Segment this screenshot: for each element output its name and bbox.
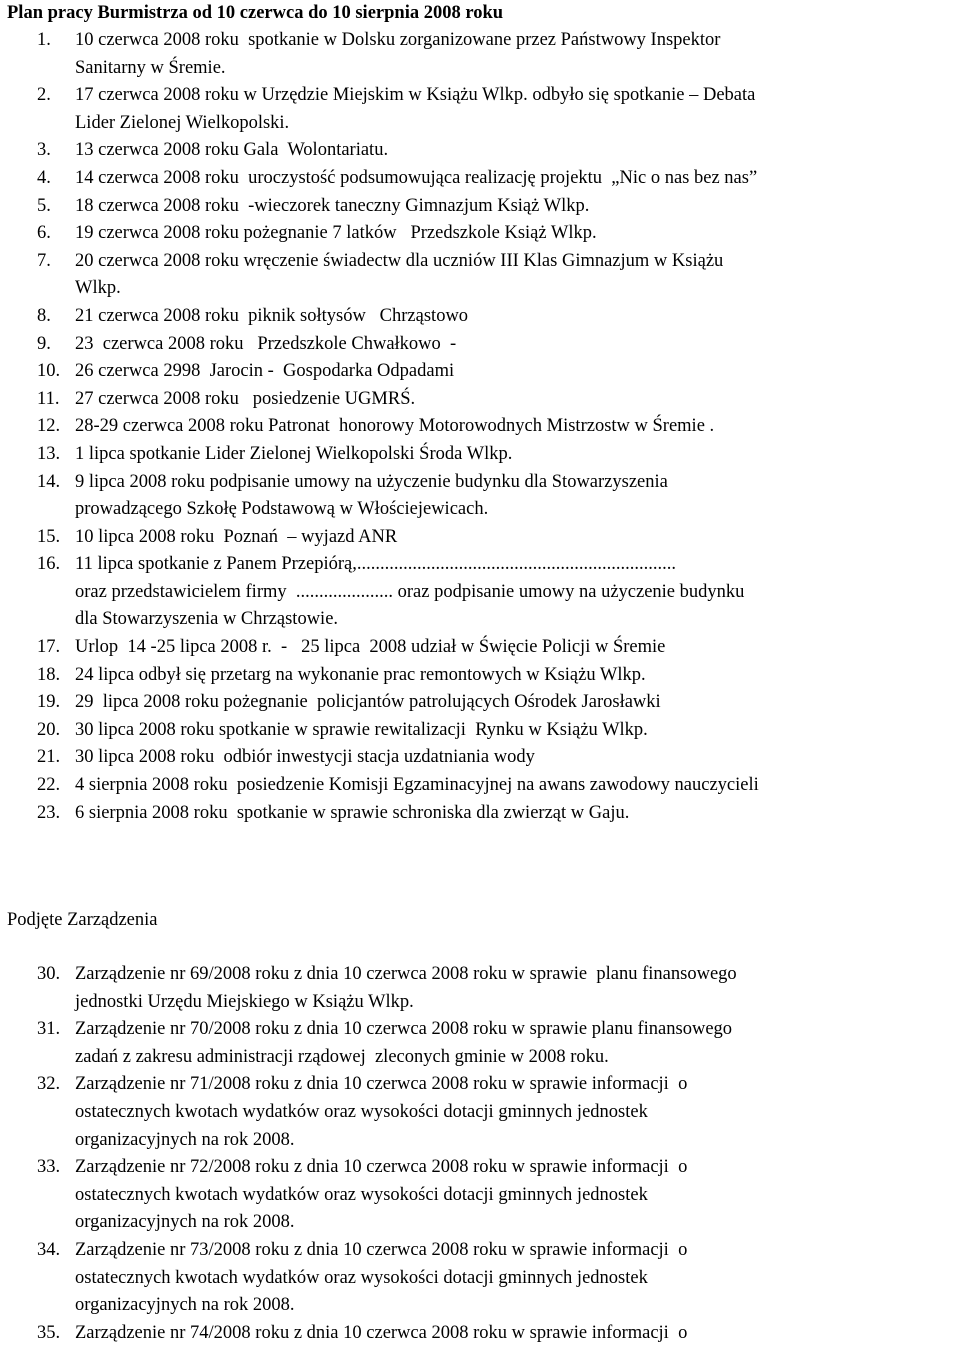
list-item-line: [0, 413, 960, 441]
list-item-number: 20.: [37, 719, 61, 740]
list-item-line: [0, 193, 960, 221]
list-item-line: [0, 386, 960, 414]
list-item-text: organizacyjnych na rok 2008.: [75, 1212, 295, 1233]
list-item-line: [0, 303, 960, 331]
list-item-line: [0, 989, 960, 1017]
list-item-text: 24 lipca odbył się przetarg na wykonanie prac remontowych w Książu Wlkp.: [75, 664, 646, 685]
list-item-text: 13 czerwca 2008 roku Gala Wolontariatu.: [75, 140, 389, 161]
list-item-number: 32.: [37, 1074, 61, 1095]
list-item-line: [0, 137, 960, 165]
list-item-text: 10 lipca 2008 roku Poznań – wyjazd ANR: [75, 526, 398, 547]
list-item-text: Zarządzenie nr 70/2008 roku z dnia 10 czerwca 2008 roku w sprawie planu finansowego: [75, 1019, 733, 1040]
list-item-line: [0, 55, 960, 83]
list-item-line: [0, 1237, 960, 1265]
list-item-line: [0, 248, 960, 276]
list-item-text: 4 sierpnia 2008 roku posiedzenie Komisji Egzaminacyjnej na awans zawodowy nauczycieli: [75, 775, 759, 796]
list-item-text: oraz przedstawicielem firmy ..................... oraz podpisanie umowy na użyczenie budynku: [75, 581, 745, 602]
list-item-text: Zarządzenie nr 69/2008 roku z dnia 10 czerwca 2008 roku w sprawie planu finansowego: [75, 964, 737, 984]
list-item-number: 5.: [37, 195, 51, 216]
list-item-line: [0, 800, 960, 828]
list-item-number: 12.: [37, 416, 61, 437]
list-item-text: Wlkp.: [75, 278, 121, 299]
list-item-text: Zarządzenie nr 73/2008 roku z dnia 10 czerwca 2008 roku w sprawie informacji o: [75, 1239, 688, 1260]
list-item-text: 18 czerwca 2008 roku -wieczorek taneczny Gimnazjum Książ Wlkp.: [75, 195, 590, 216]
list-item-number: 1.: [37, 30, 51, 50]
list-item-number: 7.: [37, 250, 51, 271]
list-item-line: [0, 772, 960, 800]
list-item-line: [0, 1071, 960, 1099]
list-item-line: [0, 82, 960, 110]
list-item-line: [0, 1265, 960, 1293]
list-item-number: 31.: [37, 1019, 61, 1040]
list-item-text: 27 czerwca 2008 roku posiedzenie UGMRŚ.: [75, 388, 416, 409]
list-item-line: [0, 634, 960, 662]
list-item-number: 11.: [37, 388, 60, 409]
list-item-number: 21.: [37, 747, 61, 768]
list-item-text: 29 lipca 2008 roku pożegnanie policjantów patrolujących Ośrodek Jarosławki: [75, 692, 661, 713]
list-item-line: [0, 1099, 960, 1127]
list-item-text: 6 sierpnia 2008 roku spotkanie w sprawie schroniska dla zwierząt w Gaju.: [75, 802, 630, 823]
list-item-line: [0, 744, 960, 772]
list-item-text: Sanitarny w Śremie.: [75, 57, 226, 78]
list-item-number: 18.: [37, 664, 61, 685]
list-item-number: 6.: [37, 223, 51, 244]
list-item-text: Lider Zielonej Wielkopolski.: [75, 112, 290, 133]
list-item-text: Zarządzenie nr 74/2008 roku z dnia 10 czerwca 2008 roku w sprawie informacji o: [75, 1322, 688, 1343]
list-item-text: ostatecznych kwotach wydatków oraz wysokości dotacji gminnych jednostek: [75, 1101, 648, 1122]
list-item-text: 9 lipca 2008 roku podpisanie umowy na użyczenie budynku dla Stowarzyszenia: [75, 471, 668, 492]
list-item-number: 35.: [37, 1322, 61, 1343]
list-item-number: 33.: [37, 1157, 61, 1178]
list-item-text: 23 czerwca 2008 roku Przedszkole Chwałkowo -: [75, 333, 457, 354]
list-item-line: [0, 662, 960, 690]
list-item-number: 9.: [37, 333, 51, 354]
list-item-line: [0, 961, 960, 989]
list-item-line: [0, 469, 960, 497]
list-item-text: 30 lipca 2008 roku spotkanie w sprawie rewitalizacji Rynku w Książu Wlkp.: [75, 719, 648, 740]
list-item-text: 1 lipca spotkanie Lider Zielonej Wielkopolski Środa Wlkp.: [75, 443, 513, 464]
list-item-line: [0, 579, 960, 607]
list-item-line: [0, 524, 960, 552]
list-item-text: organizacyjnych na rok 2008.: [75, 1295, 295, 1316]
list-item-number: 4.: [37, 167, 51, 188]
list-item-line: [0, 1016, 960, 1044]
list-item-number: 14.: [37, 471, 61, 492]
list-item-line: [0, 689, 960, 717]
list-item-line: [0, 551, 960, 579]
list-item-line: [0, 1154, 960, 1182]
list-item-text: dla Stowarzyszenia w Chrząstowie.: [75, 609, 339, 630]
list-item-number: 19.: [37, 692, 61, 713]
list-item-line: [0, 717, 960, 745]
list-item-line: [0, 165, 960, 193]
list-item-number: 34.: [37, 1239, 61, 1260]
list-item-text: Zarządzenie nr 71/2008 roku z dnia 10 czerwca 2008 roku w sprawie informacji o: [75, 1074, 688, 1095]
list-item-line: [0, 1127, 960, 1155]
list-item-number: 2.: [37, 85, 51, 106]
list-item-text: 19 czerwca 2008 roku pożegnanie 7 latków Przedszkole Książ Wlkp.: [75, 223, 597, 244]
list-item-number: 3.: [37, 140, 51, 161]
list-item-text: 10 czerwca 2008 roku spotkanie w Dolsku zorganizowane przez Państwowy Inspektor: [75, 30, 721, 50]
list-item-text: 14 czerwca 2008 roku uroczystość podsumowująca realizację projektu „Nic o nas bez nas”: [75, 167, 758, 188]
list-item-line: [0, 110, 960, 138]
list-item-line: [0, 606, 960, 634]
list-item-line: [0, 1182, 960, 1210]
list-item-text: 11 lipca spotkanie z Panem Przepiórą,.....................................................................: [75, 554, 676, 575]
list-item-text: Urlop 14 -25 lipca 2008 r. - 25 lipca 2008 udział w Święcie Policji w Śremie: [75, 637, 666, 658]
list-item-number: 17.: [37, 637, 61, 658]
list-item-line: [0, 220, 960, 248]
list-item-number: 13.: [37, 443, 61, 464]
list-item-line: [0, 1209, 960, 1237]
schedule-list: [0, 27, 960, 827]
list-item-text: organizacyjnych na rok 2008.: [75, 1129, 295, 1150]
list-item-line: [0, 331, 960, 359]
list-item-text: Zarządzenie nr 72/2008 roku z dnia 10 czerwca 2008 roku w sprawie informacji o: [75, 1157, 688, 1178]
list-item-text: zadań z zakresu administracji rządowej zleconych gminie w 2008 roku.: [75, 1046, 609, 1067]
list-item-number: 22.: [37, 775, 61, 796]
list-item-text: 28-29 czerwca 2008 roku Patronat honorowy Motorowodnych Mistrzostw w Śremie .: [75, 416, 715, 437]
list-item-text: 30 lipca 2008 roku odbiór inwestycji stacja uzdatniania wody: [75, 747, 535, 768]
list-item-text: jednostki Urzędu Miejskiego w Książu Wlkp.: [75, 991, 414, 1012]
list-item-text: 21 czerwca 2008 roku piknik sołtysów Chrząstowo: [75, 305, 469, 326]
list-item-text: 17 czerwca 2008 roku w Urzędzie Miejskim w Książu Wlkp. odbyło się spotkanie – Debata: [75, 85, 756, 106]
list-item-text: 26 czerwca 2998 Jarocin - Gospodarka Odpadami: [75, 361, 455, 382]
decrees-list: [0, 961, 960, 1347]
list-item-line: [0, 1044, 960, 1072]
list-item-number: 30.: [37, 964, 61, 984]
decrees-heading: Podjęte Zarządzenia: [7, 910, 158, 930]
list-item-number: 15.: [37, 526, 61, 547]
list-item-line: [0, 275, 960, 303]
list-item-number: 23.: [37, 802, 61, 823]
list-item-line: [0, 27, 960, 55]
list-item-text: 20 czerwca 2008 roku wręczenie świadectw dla uczniów III Klas Gimnazjum w Książu: [75, 250, 724, 271]
list-item-number: 8.: [37, 305, 51, 326]
list-item-text: prowadzącego Szkołę Podstawową w Włościejewicach.: [75, 499, 489, 520]
list-item-number: 16.: [37, 554, 61, 575]
list-item-line: [0, 496, 960, 524]
list-item-line: [0, 1292, 960, 1320]
list-item-line: [0, 441, 960, 469]
list-item-text: ostatecznych kwotach wydatków oraz wysokości dotacji gminnych jednostek: [75, 1184, 648, 1205]
list-item-text: ostatecznych kwotach wydatków oraz wysokości dotacji gminnych jednostek: [75, 1267, 648, 1288]
list-item-number: 10.: [37, 361, 61, 382]
list-item-line: [0, 1320, 960, 1348]
list-item-line: [0, 358, 960, 386]
page-title: Plan pracy Burmistrza od 10 czerwca do 10 sierpnia 2008 roku: [7, 3, 504, 23]
